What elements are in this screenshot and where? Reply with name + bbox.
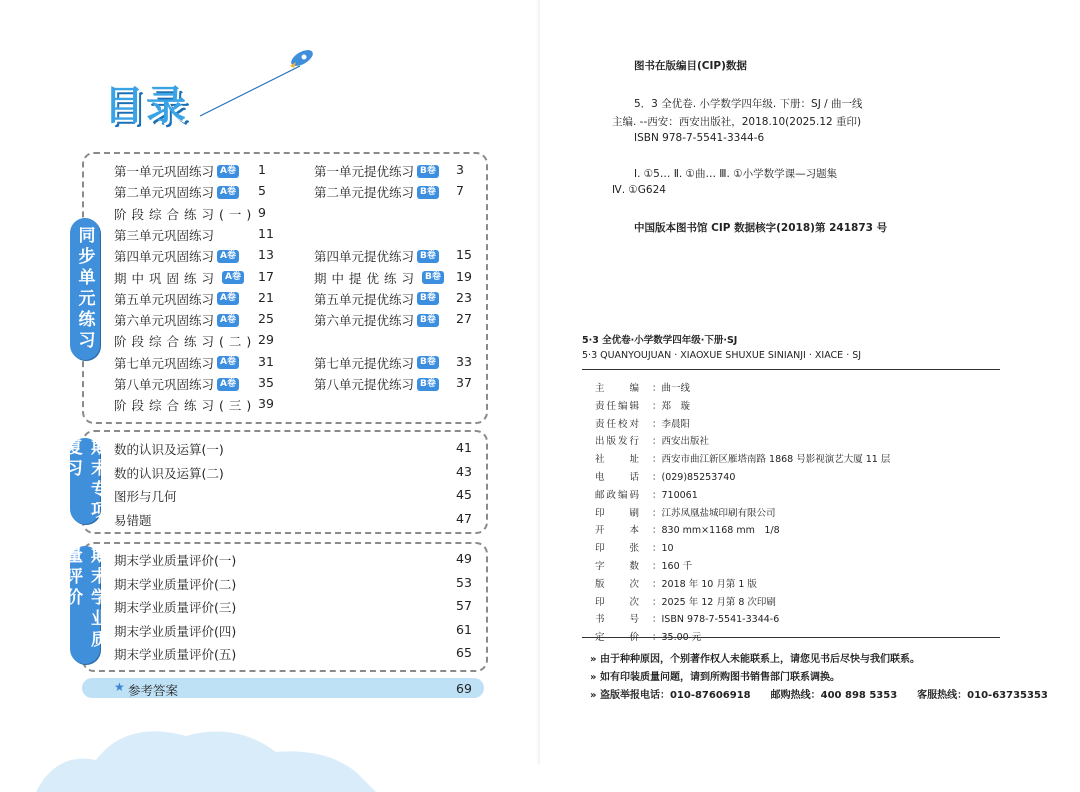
info-label: 社 址 [595,454,642,466]
toc-item-label: 期末学业质量评价(一) [114,553,237,568]
toc-page-number: 49 [456,551,472,566]
toc-item-label: 数的认识及运算(一) [114,442,224,457]
toc-item [314,290,439,308]
toc-item [314,162,439,180]
left-page [0,0,540,764]
paper-badge: A卷 [217,314,239,327]
toc-page-number: 45 [456,487,472,502]
toc-item-label: 第一单元提优练习 [314,164,415,179]
paper-badge: A卷 [222,271,244,284]
info-label: 印 刷 [595,507,642,519]
info-value: ：江苏凤凰盐城印刷有限公司 [652,507,776,519]
info-value: ：西安市曲江新区雁塔南路 1868 号影视演艺大厦 11 层 [652,454,891,466]
info-value: ：(029)85253740 [652,472,736,483]
toc-item [114,269,244,287]
toc-page-number: 3 [456,162,464,177]
toc-item [114,162,239,180]
paper-badge: B卷 [417,250,439,263]
toc-page-number: 43 [456,463,472,479]
cip-title: 图书在版编目(CIP)数据 [634,60,747,72]
toc-item-label: 第五单元巩固练习 [114,291,215,307]
cip-line-4: Ⅰ. ①5… Ⅱ. ①曲… Ⅲ. ①小学数学课—习题集 [634,168,838,180]
toc-page-number: 11 [258,225,274,241]
info-value: ：西安出版社 [652,436,710,448]
toc-item-label: 第六单元提优练习 [314,313,415,329]
toc-item [314,311,439,329]
cip-line-5: Ⅳ. ①G624 [612,184,666,196]
cip-line-3: ISBN 978-7-5541-3344-6 [634,132,765,144]
toc-item-label: 图形与几何 [114,489,177,504]
toc-item [114,396,256,414]
toc-item-label: 期末学业质量评价(三) [114,600,237,615]
toc-item-label: 期末学业质量评价(五) [114,647,237,662]
divider-bottom [582,637,1000,638]
info-value: ：830 mm×1168 mm 1/8 [652,525,780,537]
info-value: ：10 [652,543,674,555]
book-title-cn: 5·3 全优卷·小学数学四年级·下册·SJ [582,335,738,346]
toc-page-number: 1 [258,162,266,177]
toc-item [114,205,256,223]
info-value: ：郑 璇 [652,400,691,412]
notice-3: » 盗版举报电话：010-87606918 邮购热线：400 898 5353 客服热线：010-63735353 [590,690,1048,701]
info-value: ：李晨阳 [652,418,691,430]
toc-item [114,354,239,372]
toc-page-number: 19 [456,268,472,284]
toc-item [314,354,439,372]
paper-badge: A卷 [217,186,239,199]
cip-line-2: 主编. --西安：西安出版社，2018.10(2025.12 重印) [612,116,862,128]
toc-item-label: 阶段综合练习(三) [114,398,257,414]
toc-page-number: 5 [258,183,266,199]
cip-record: 中国版本图书馆 CIP 数据核字(2018)第 241873 号 [634,222,888,234]
info-value: ：160 千 [652,561,693,572]
toc-item-label: 期末学业质量评价(四) [114,623,237,639]
toc-item-label: 第七单元巩固练习 [114,355,215,371]
toc-page-number: 57 [456,598,472,613]
toc-item-label: 第三单元巩固练习 [114,227,215,243]
toc-page-number: 25 [258,311,274,327]
paper-badge: A卷 [217,250,239,263]
toc-title: 目录 [104,83,188,129]
toc-item-label: 期末学业质量评价(二) [114,576,237,592]
paper-badge: B卷 [417,356,439,369]
toc-page-number: 15 [456,247,472,263]
paper-badge: B卷 [417,165,439,178]
answers-page: 69 [456,681,472,696]
toc-item [314,375,439,393]
toc-item [114,226,214,244]
info-label: 书 号 [595,614,642,626]
toc-page-number: 13 [258,247,274,263]
toc-item-label: 阶段综合练习(一) [114,206,257,222]
toc-item-label: 第四单元巩固练习 [114,249,215,265]
paper-badge: A卷 [217,292,239,305]
toc-item-label: 第八单元巩固练习 [114,377,215,392]
toc-item [314,183,439,201]
tab-final-evaluation: 期末学业质量评价 [70,546,100,664]
toc-item-label: 第七单元提优练习 [314,355,415,371]
toc-item [114,290,239,308]
toc-item [114,311,239,329]
toc-item-label: 第四单元提优练习 [314,249,415,265]
toc-page-number: 41 [456,440,472,455]
toc-item-label: 第二单元巩固练习 [114,185,215,201]
info-label: 电 话 [595,472,642,483]
toc-item [114,375,239,393]
toc-page-number: 27 [456,311,472,327]
toc-page-number: 37 [456,375,472,390]
answers-label: 参考答案 [128,683,179,698]
notice-2: » 如有印装质量问题，请到所购图书销售部门联系调换。 [590,672,840,683]
paper-badge: A卷 [217,378,239,391]
cloud-decoration [36,712,376,792]
toc-page-number: 53 [456,574,472,590]
toc-page-number: 29 [258,332,274,348]
info-label: 印 张 [595,543,642,555]
toc-page-number: 23 [456,289,472,305]
tab-final-review: 期末专项复习 [62,438,107,522]
info-value: ：曲一线 [652,383,691,394]
paper-badge: B卷 [422,271,444,284]
toc-item [314,247,439,265]
toc-item-label: 期中巩固练习 [114,270,220,286]
toc-page-number: 21 [258,289,274,305]
toc-page-number: 65 [456,645,472,660]
toc-page-number: 9 [258,204,266,220]
toc-item [114,332,256,350]
toc-item-label: 阶段综合练习(二) [114,334,257,350]
toc-item-label: 数的认识及运算(二) [114,465,224,481]
notice-1: » 由于种种原因，个别著作权人未能联系上，请您见书后尽快与我们联系。 [590,654,920,665]
cip-line-1: 5．3 全优卷. 小学数学四年级. 下册：SJ / 曲一线 [634,98,863,110]
info-label: 邮政编码 [595,489,642,501]
info-label: 字 数 [595,561,642,572]
paper-badge: B卷 [417,186,439,199]
paper-badge: B卷 [417,292,439,305]
toc-item-label: 期中提优练习 [314,270,420,286]
toc-item-label: 易错题 [114,512,152,528]
info-label: 版 次 [595,578,642,590]
paper-badge: B卷 [417,314,439,327]
toc-item-label: 第一单元巩固练习 [114,164,215,179]
toc-item [114,183,239,201]
star-icon: ★ [114,680,125,694]
paper-badge: B卷 [417,378,439,391]
info-label: 主 编 [595,383,642,394]
toc-page-number: 35 [258,375,274,390]
paper-badge: A卷 [217,165,239,178]
book-title-pinyin: 5·3 QUANYOUJUAN · XIAOXUE SHUXUE SINIANJI · XIACE · SJ [582,350,862,361]
toc-item [114,247,239,265]
toc-page-number: 17 [258,268,274,284]
info-value: ：710061 [652,489,698,501]
toc-page-number: 31 [258,353,274,369]
toc-item-label: 第六单元巩固练习 [114,313,215,329]
info-label: 开 本 [595,525,642,537]
toc-item [314,269,444,287]
rocket-icon [282,46,318,76]
paper-badge: A卷 [217,356,239,369]
toc-page-number: 47 [456,510,472,526]
tab-sync-units: 同步单元练习 [70,218,100,360]
info-label: 责任校对 [595,418,642,430]
info-value: ：2018 年 10 月第 1 版 [652,578,757,590]
toc-page-number: 61 [456,621,472,637]
toc-page-number: 33 [456,353,472,369]
info-value: ：2025 年 12 月第 8 次印刷 [652,596,776,608]
info-value: ：ISBN 978-7-5541-3344-6 [652,614,780,626]
info-label: 出版发行 [595,436,642,448]
info-label: 印 次 [595,596,642,608]
info-label: 责任编辑 [595,400,642,412]
toc-item-label: 第五单元提优练习 [314,291,415,307]
divider-top [582,369,1000,370]
toc-item-label: 第八单元提优练习 [314,377,415,392]
toc-page-number: 39 [258,396,274,412]
toc-item-label: 第二单元提优练习 [314,185,415,201]
toc-page-number: 7 [456,183,464,199]
